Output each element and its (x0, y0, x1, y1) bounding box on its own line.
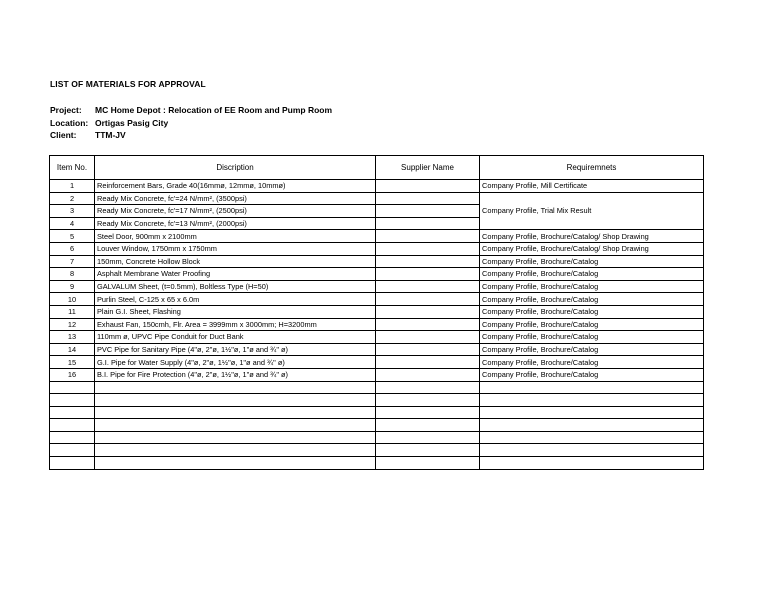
description-cell: Plain G.I. Sheet, Flashing (95, 305, 376, 318)
empty-table-row (50, 406, 704, 419)
description-cell: Reinforcement Bars, Grade 40(16mmø, 12mmø, 10mmø) (95, 180, 376, 193)
item-number-cell: 2 (50, 192, 95, 205)
empty-table-row (50, 457, 704, 470)
description-cell: 110mm ø, UPVC Pipe Conduit for Duct Bank (95, 331, 376, 344)
table-row (50, 255, 704, 268)
item-number-cell: 15 (50, 356, 95, 369)
supplier-cell (376, 230, 480, 243)
header-requirements: Requiremnets (480, 156, 704, 180)
item-number-cell: 13 (50, 331, 95, 344)
empty-table-row (50, 431, 704, 444)
table-row (50, 356, 704, 369)
requirements-cell: Company Profile, Brochure/Catalog (480, 293, 704, 306)
requirements-cell: Company Profile, Brochure/Catalog (480, 343, 704, 356)
empty-cell (480, 444, 704, 457)
supplier-cell (376, 205, 480, 218)
requirements-cell: Company Profile, Brochure/Catalog (480, 356, 704, 369)
requirements-cell: Company Profile, Brochure/Catalog/ Shop Drawing (480, 242, 704, 255)
empty-cell (480, 457, 704, 470)
table-row (50, 318, 704, 331)
requirements-cell: Company Profile, Brochure/Catalog/ Shop Drawing (480, 230, 704, 243)
table-row (50, 192, 704, 205)
item-number-cell: 14 (50, 343, 95, 356)
table-row (50, 242, 704, 255)
empty-cell (95, 381, 376, 394)
client-label: Client: (50, 130, 77, 140)
description-cell: G.I. Pipe for Water Supply (4"ø, 2"ø, 1½"ø, 1"ø and ¾" ø) (95, 356, 376, 369)
supplier-cell (376, 217, 480, 230)
empty-cell (50, 419, 95, 432)
project-line (50, 105, 332, 115)
supplier-cell (376, 356, 480, 369)
empty-cell (95, 444, 376, 457)
table-row (50, 368, 704, 381)
supplier-cell (376, 331, 480, 344)
materials-table (49, 155, 704, 470)
description-cell: Ready Mix Concrete, fc'=13 N/mm², (2000psi) (95, 217, 376, 230)
requirements-cell: Company Profile, Brochure/Catalog (480, 368, 704, 381)
description-cell: Ready Mix Concrete, fc'=24 N/mm², (3500psi) (95, 192, 376, 205)
table-row (50, 268, 704, 281)
description-cell: 150mm, Concrete Hollow Block (95, 255, 376, 268)
empty-cell (95, 457, 376, 470)
item-number-cell: 6 (50, 242, 95, 255)
item-number-cell: 10 (50, 293, 95, 306)
location-label: Location: (50, 118, 89, 128)
requirements-cell: Company Profile, Trial Mix Result (480, 192, 704, 230)
supplier-cell (376, 368, 480, 381)
item-number-cell: 9 (50, 280, 95, 293)
description-cell: Asphalt Membrane Water Proofing (95, 268, 376, 281)
item-number-cell: 7 (50, 255, 95, 268)
item-number-cell: 8 (50, 268, 95, 281)
header-description: Discription (95, 156, 376, 180)
document-title: LIST OF MATERIALS FOR APPROVAL (50, 79, 206, 89)
requirements-cell: Company Profile, Brochure/Catalog (480, 305, 704, 318)
empty-cell (50, 444, 95, 457)
item-number-cell: 16 (50, 368, 95, 381)
empty-cell (50, 381, 95, 394)
empty-cell (480, 394, 704, 407)
requirements-cell: Company Profile, Brochure/Catalog (480, 268, 704, 281)
requirements-cell: Company Profile, Brochure/Catalog (480, 331, 704, 344)
project-label: Project: (50, 105, 82, 115)
empty-cell (376, 406, 480, 419)
empty-cell (376, 444, 480, 457)
description-cell: Purlin Steel, C-125 x 65 x 6.0m (95, 293, 376, 306)
item-number-cell: 12 (50, 318, 95, 331)
location-line (50, 118, 168, 128)
location-value: Ortigas Pasig City (95, 118, 169, 128)
requirements-cell: Company Profile, Mill Certificate (480, 180, 704, 193)
description-cell: B.I. Pipe for Fire Protection (4"ø, 2"ø, 1½"ø, 1"ø and ¾" ø) (95, 368, 376, 381)
supplier-cell (376, 268, 480, 281)
table-header-row (50, 156, 704, 180)
item-number-cell: 11 (50, 305, 95, 318)
empty-cell (376, 457, 480, 470)
empty-cell (95, 406, 376, 419)
supplier-cell (376, 242, 480, 255)
supplier-cell (376, 293, 480, 306)
description-cell: PVC Pipe for Sanitary Pipe (4"ø, 2"ø, 1½"ø, 1"ø and ¾" ø) (95, 343, 376, 356)
empty-table-row (50, 381, 704, 394)
empty-cell (50, 431, 95, 444)
header-supplier: Supplier Name (376, 156, 480, 180)
item-number-cell: 3 (50, 205, 95, 218)
project-value: MC Home Depot : Relocation of EE Room and Pump Room (95, 105, 333, 115)
description-cell: Ready Mix Concrete, fc'=17 N/mm², (2500psi) (95, 205, 376, 218)
client-value: TTM-JV (95, 130, 126, 140)
table-row (50, 331, 704, 344)
empty-cell (50, 406, 95, 419)
empty-cell (95, 394, 376, 407)
table-row (50, 343, 704, 356)
description-cell: Steel Door, 900mm x 2100mm (95, 230, 376, 243)
empty-cell (480, 406, 704, 419)
table-body (50, 180, 704, 470)
empty-cell (95, 419, 376, 432)
empty-cell (50, 457, 95, 470)
client-line (50, 130, 126, 140)
empty-cell (376, 381, 480, 394)
table-row (50, 280, 704, 293)
empty-cell (95, 431, 376, 444)
requirements-cell: Company Profile, Brochure/Catalog (480, 255, 704, 268)
supplier-cell (376, 318, 480, 331)
empty-cell (50, 394, 95, 407)
table-row (50, 305, 704, 318)
empty-cell (480, 431, 704, 444)
empty-table-row (50, 419, 704, 432)
supplier-cell (376, 305, 480, 318)
empty-table-row (50, 394, 704, 407)
empty-table-row (50, 444, 704, 457)
requirements-cell: Company Profile, Brochure/Catalog (480, 318, 704, 331)
empty-cell (376, 431, 480, 444)
supplier-cell (376, 192, 480, 205)
description-cell: Louver Window, 1750mm x 1750mm (95, 242, 376, 255)
empty-cell (480, 381, 704, 394)
table-row (50, 230, 704, 243)
header-item-no: Item No. (50, 156, 95, 180)
supplier-cell (376, 180, 480, 193)
empty-cell (480, 419, 704, 432)
empty-cell (376, 419, 480, 432)
item-number-cell: 4 (50, 217, 95, 230)
supplier-cell (376, 280, 480, 293)
table-row (50, 180, 704, 193)
item-number-cell: 5 (50, 230, 95, 243)
supplier-cell (376, 255, 480, 268)
empty-cell (376, 394, 480, 407)
description-cell: GALVALUM Sheet, (t=0.5mm), Boltless Type (H=50) (95, 280, 376, 293)
supplier-cell (376, 343, 480, 356)
description-cell: Exhaust Fan, 150cmh, Flr. Area = 3999mm x 3000mm; H=3200mm (95, 318, 376, 331)
table-row (50, 293, 704, 306)
item-number-cell: 1 (50, 180, 95, 193)
requirements-cell: Company Profile, Brochure/Catalog (480, 280, 704, 293)
